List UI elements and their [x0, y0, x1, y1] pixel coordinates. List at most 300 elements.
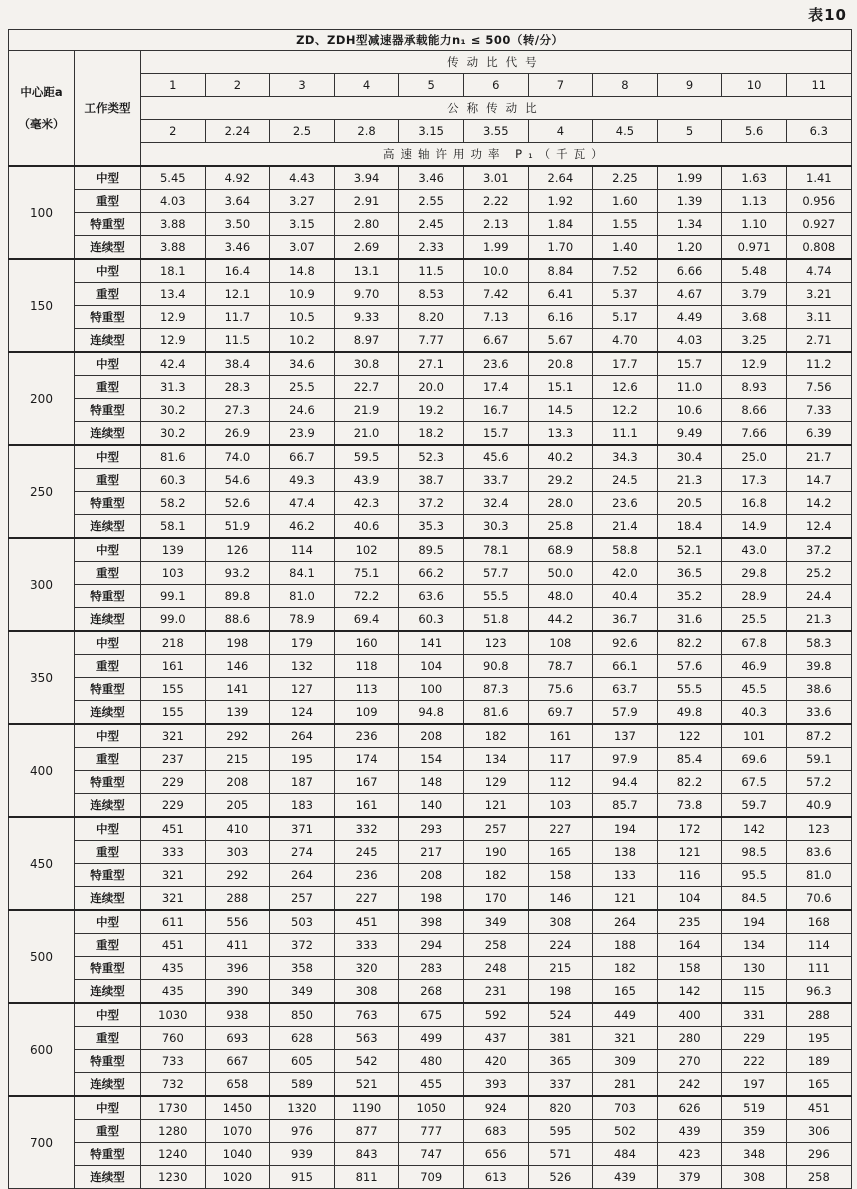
power-value-cell: 165 — [593, 980, 658, 1004]
power-value-cell: 95.5 — [722, 864, 787, 887]
power-value-cell: 21.9 — [334, 399, 399, 422]
power-value-cell: 139 — [141, 538, 206, 562]
power-value-cell: 12.9 — [141, 306, 206, 329]
power-value-cell: 48.0 — [528, 585, 593, 608]
power-value-cell: 502 — [593, 1120, 658, 1143]
power-value-cell: 390 — [205, 980, 270, 1004]
power-value-cell: 2.45 — [399, 213, 464, 236]
center-distance-cell: 700 — [9, 1096, 75, 1189]
power-value-cell: 134 — [722, 934, 787, 957]
power-value-cell: 288 — [786, 1003, 851, 1027]
power-value-cell: 123 — [463, 631, 528, 655]
power-value-cell: 83.6 — [786, 841, 851, 864]
power-value-cell: 134 — [463, 748, 528, 771]
table-row — [9, 236, 852, 260]
power-value-cell: 198 — [528, 980, 593, 1004]
power-value-cell: 16.4 — [205, 259, 270, 283]
center-distance-header — [9, 51, 75, 167]
power-value-cell: 709 — [399, 1166, 464, 1189]
power-value-cell: 2.13 — [463, 213, 528, 236]
power-value-cell: 393 — [463, 1073, 528, 1097]
work-type-cell: 重型 — [75, 1027, 141, 1050]
table-row — [9, 515, 852, 539]
power-value-cell: 451 — [786, 1096, 851, 1120]
table-row — [9, 1096, 852, 1120]
power-value-cell: 114 — [270, 538, 335, 562]
work-type-cell: 连续型 — [75, 608, 141, 632]
power-value-cell: 0.956 — [786, 190, 851, 213]
power-value-cell: 129 — [463, 771, 528, 794]
power-value-cell: 16.8 — [722, 492, 787, 515]
power-value-cell: 3.01 — [463, 166, 528, 190]
power-value-cell: 1280 — [141, 1120, 206, 1143]
table-row — [9, 399, 852, 422]
power-value-cell: 25.5 — [270, 376, 335, 399]
power-value-cell: 60.3 — [399, 608, 464, 632]
power-value-cell: 732 — [141, 1073, 206, 1097]
power-value-cell: 222 — [722, 1050, 787, 1073]
work-type-cell: 连续型 — [75, 1073, 141, 1097]
table-row — [9, 585, 852, 608]
power-value-cell: 3.25 — [722, 329, 787, 353]
power-value-cell: 2.22 — [463, 190, 528, 213]
power-value-cell: 20.8 — [528, 352, 593, 376]
power-value-cell: 877 — [334, 1120, 399, 1143]
power-value-cell: 1.40 — [593, 236, 658, 260]
power-value-cell: 3.11 — [786, 306, 851, 329]
power-value-cell: 7.13 — [463, 306, 528, 329]
work-type-cell: 重型 — [75, 190, 141, 213]
power-value-cell: 3.21 — [786, 283, 851, 306]
power-value-cell: 31.6 — [657, 608, 722, 632]
power-value-cell: 0.927 — [786, 213, 851, 236]
power-value-cell: 25.2 — [786, 562, 851, 585]
power-value-cell: 81.6 — [141, 445, 206, 469]
work-type-cell: 连续型 — [75, 236, 141, 260]
power-value-cell: 130 — [722, 957, 787, 980]
power-value-cell: 113 — [334, 678, 399, 701]
work-type-cell: 重型 — [75, 562, 141, 585]
power-value-cell: 24.5 — [593, 469, 658, 492]
power-value-cell: 28.0 — [528, 492, 593, 515]
work-type-cell: 连续型 — [75, 422, 141, 446]
power-value-cell: 208 — [205, 771, 270, 794]
nominal-ratio-10: 5.6 — [722, 120, 787, 143]
table-row — [9, 492, 852, 515]
power-value-cell: 9.70 — [334, 283, 399, 306]
power-value-cell: 400 — [657, 1003, 722, 1027]
power-value-cell: 72.2 — [334, 585, 399, 608]
work-type-cell: 连续型 — [75, 794, 141, 818]
work-type-cell: 重型 — [75, 841, 141, 864]
power-value-cell: 6.39 — [786, 422, 851, 446]
power-value-cell: 117 — [528, 748, 593, 771]
power-value-cell: 208 — [399, 864, 464, 887]
power-value-cell: 99.0 — [141, 608, 206, 632]
power-value-cell: 161 — [528, 724, 593, 748]
power-value-cell: 174 — [334, 748, 399, 771]
ratio-code-6: 6 — [463, 74, 528, 97]
power-value-cell: 10.5 — [270, 306, 335, 329]
power-value-cell: 7.66 — [722, 422, 787, 446]
power-value-cell: 3.46 — [399, 166, 464, 190]
power-value-cell: 164 — [657, 934, 722, 957]
power-value-cell: 139 — [205, 701, 270, 725]
work-type-cell: 连续型 — [75, 701, 141, 725]
power-value-cell: 127 — [270, 678, 335, 701]
power-value-cell: 1.55 — [593, 213, 658, 236]
power-value-cell: 3.88 — [141, 213, 206, 236]
power-value-cell: 59.1 — [786, 748, 851, 771]
power-value-cell: 1.41 — [786, 166, 851, 190]
power-value-cell: 288 — [205, 887, 270, 911]
power-value-cell: 31.3 — [141, 376, 206, 399]
ratio-code-5: 5 — [399, 74, 464, 97]
power-value-cell: 396 — [205, 957, 270, 980]
power-value-cell: 78.9 — [270, 608, 335, 632]
power-value-cell: 308 — [528, 910, 593, 934]
power-value-cell: 292 — [205, 724, 270, 748]
power-value-cell: 2.64 — [528, 166, 593, 190]
power-value-cell: 26.9 — [205, 422, 270, 446]
power-value-cell: 21.4 — [593, 515, 658, 539]
power-value-cell: 121 — [463, 794, 528, 818]
power-value-cell: 5.45 — [141, 166, 206, 190]
power-value-cell: 451 — [141, 817, 206, 841]
nominal-ratio-6: 3.55 — [463, 120, 528, 143]
power-value-cell: 104 — [657, 887, 722, 911]
center-distance-cell: 200 — [9, 352, 75, 445]
work-type-cell: 重型 — [75, 748, 141, 771]
power-value-cell: 99.1 — [141, 585, 206, 608]
power-value-cell: 112 — [528, 771, 593, 794]
power-value-cell: 2.33 — [399, 236, 464, 260]
power-value-cell: 195 — [786, 1027, 851, 1050]
power-value-cell: 229 — [141, 794, 206, 818]
power-value-cell: 320 — [334, 957, 399, 980]
power-value-cell: 1020 — [205, 1166, 270, 1189]
work-type-cell: 重型 — [75, 655, 141, 678]
power-value-cell: 14.8 — [270, 259, 335, 283]
power-value-cell: 268 — [399, 980, 464, 1004]
power-value-cell: 8.66 — [722, 399, 787, 422]
table-row — [9, 259, 852, 283]
power-value-cell: 142 — [657, 980, 722, 1004]
power-value-cell: 28.3 — [205, 376, 270, 399]
power-value-cell: 423 — [657, 1143, 722, 1166]
power-value-cell: 270 — [657, 1050, 722, 1073]
table-number-label: 表10 — [808, 6, 847, 24]
table-row — [9, 329, 852, 353]
work-type-cell: 中型 — [75, 910, 141, 934]
power-value-cell: 82.2 — [657, 631, 722, 655]
power-value-cell: 321 — [141, 887, 206, 911]
power-value-cell: 675 — [399, 1003, 464, 1027]
power-value-cell: 75.1 — [334, 562, 399, 585]
ratio-code-10: 10 — [722, 74, 787, 97]
power-value-cell: 15.1 — [528, 376, 593, 399]
power-value-cell: 264 — [270, 724, 335, 748]
power-value-cell: 39.8 — [786, 655, 851, 678]
nominal-ratio-8: 4.5 — [593, 120, 658, 143]
power-value-cell: 1.13 — [722, 190, 787, 213]
power-value-cell: 348 — [722, 1143, 787, 1166]
table-row — [9, 306, 852, 329]
power-value-cell: 12.9 — [141, 329, 206, 353]
work-type-cell: 特重型 — [75, 492, 141, 515]
power-value-cell: 13.4 — [141, 283, 206, 306]
table-row — [9, 631, 852, 655]
power-value-cell: 161 — [141, 655, 206, 678]
power-value-cell: 58.1 — [141, 515, 206, 539]
power-value-cell: 3.50 — [205, 213, 270, 236]
nominal-ratio-5: 3.15 — [399, 120, 464, 143]
table-row — [9, 841, 852, 864]
power-value-cell: 66.7 — [270, 445, 335, 469]
power-value-cell: 124 — [270, 701, 335, 725]
work-type-cell: 连续型 — [75, 1166, 141, 1189]
power-value-cell: 480 — [399, 1050, 464, 1073]
power-value-cell: 50.0 — [528, 562, 593, 585]
power-value-cell: 88.6 — [205, 608, 270, 632]
power-value-cell: 58.3 — [786, 631, 851, 655]
power-value-cell: 321 — [141, 724, 206, 748]
power-value-cell: 308 — [334, 980, 399, 1004]
power-value-cell: 38.7 — [399, 469, 464, 492]
work-type-cell: 特重型 — [75, 771, 141, 794]
power-value-cell: 89.5 — [399, 538, 464, 562]
power-value-cell: 25.8 — [528, 515, 593, 539]
power-value-cell: 205 — [205, 794, 270, 818]
nominal-ratio-3: 2.5 — [270, 120, 335, 143]
center-distance-label: 中心距a — [20, 85, 63, 99]
power-value-cell: 2.80 — [334, 213, 399, 236]
power-value-cell: 114 — [786, 934, 851, 957]
table-row — [9, 1073, 852, 1097]
power-value-cell: 3.07 — [270, 236, 335, 260]
center-distance-cell: 500 — [9, 910, 75, 1003]
power-value-cell: 763 — [334, 1003, 399, 1027]
power-value-cell: 182 — [463, 864, 528, 887]
power-value-cell: 38.4 — [205, 352, 270, 376]
power-value-cell: 939 — [270, 1143, 335, 1166]
power-value-cell: 3.68 — [722, 306, 787, 329]
ratio-code-8: 8 — [593, 74, 658, 97]
power-value-cell: 1.92 — [528, 190, 593, 213]
table-row — [9, 1003, 852, 1027]
power-value-cell: 309 — [593, 1050, 658, 1073]
power-value-cell: 142 — [722, 817, 787, 841]
power-value-cell: 137 — [593, 724, 658, 748]
power-value-cell: 14.5 — [528, 399, 593, 422]
power-value-cell: 111 — [786, 957, 851, 980]
power-value-cell: 126 — [205, 538, 270, 562]
power-value-cell: 11.5 — [205, 329, 270, 353]
power-value-cell: 236 — [334, 724, 399, 748]
power-value-cell: 161 — [334, 794, 399, 818]
center-distance-cell: 450 — [9, 817, 75, 910]
power-value-cell: 229 — [722, 1027, 787, 1050]
power-value-cell: 372 — [270, 934, 335, 957]
table-row — [9, 1166, 852, 1189]
power-value-cell: 245 — [334, 841, 399, 864]
power-value-cell: 190 — [463, 841, 528, 864]
table-row — [9, 1120, 852, 1143]
work-type-cell: 特重型 — [75, 585, 141, 608]
work-type-cell: 连续型 — [75, 329, 141, 353]
power-value-cell: 82.2 — [657, 771, 722, 794]
power-value-cell: 258 — [463, 934, 528, 957]
power-value-cell: 5.17 — [593, 306, 658, 329]
power-value-cell: 8.53 — [399, 283, 464, 306]
nominal-ratio-9: 5 — [657, 120, 722, 143]
power-value-cell: 89.8 — [205, 585, 270, 608]
power-value-cell: 154 — [399, 748, 464, 771]
ratio-code-9: 9 — [657, 74, 722, 97]
power-value-cell: 33.6 — [786, 701, 851, 725]
power-value-cell: 69.6 — [722, 748, 787, 771]
power-value-cell: 811 — [334, 1166, 399, 1189]
ratio-code-11: 11 — [786, 74, 851, 97]
power-value-cell: 165 — [528, 841, 593, 864]
work-type-cell: 中型 — [75, 1096, 141, 1120]
power-value-cell: 116 — [657, 864, 722, 887]
power-value-cell: 264 — [270, 864, 335, 887]
work-type-cell: 中型 — [75, 538, 141, 562]
power-value-cell: 155 — [141, 701, 206, 725]
power-value-cell: 183 — [270, 794, 335, 818]
table-row — [9, 957, 852, 980]
work-type-cell: 特重型 — [75, 399, 141, 422]
power-value-cell: 611 — [141, 910, 206, 934]
power-value-cell: 283 — [399, 957, 464, 980]
power-value-cell: 10.0 — [463, 259, 528, 283]
table-row — [9, 445, 852, 469]
work-type-cell: 中型 — [75, 352, 141, 376]
power-value-cell: 337 — [528, 1073, 593, 1097]
power-value-cell: 10.2 — [270, 329, 335, 353]
power-value-cell: 8.84 — [528, 259, 593, 283]
power-value-cell: 10.9 — [270, 283, 335, 306]
power-value-cell: 571 — [528, 1143, 593, 1166]
power-value-cell: 1190 — [334, 1096, 399, 1120]
power-value-cell: 70.6 — [786, 887, 851, 911]
power-value-cell: 843 — [334, 1143, 399, 1166]
table-row — [9, 771, 852, 794]
table-row — [9, 724, 852, 748]
work-type-cell: 重型 — [75, 376, 141, 399]
power-value-cell: 4.70 — [593, 329, 658, 353]
work-type-cell: 连续型 — [75, 887, 141, 911]
power-value-cell: 188 — [593, 934, 658, 957]
power-value-cell: 449 — [593, 1003, 658, 1027]
power-value-cell: 20.5 — [657, 492, 722, 515]
power-value-cell: 1.34 — [657, 213, 722, 236]
power-value-cell: 281 — [593, 1073, 658, 1097]
power-value-cell: 49.3 — [270, 469, 335, 492]
power-value-cell: 49.8 — [657, 701, 722, 725]
power-value-cell: 57.7 — [463, 562, 528, 585]
table-row — [9, 352, 852, 376]
power-value-cell: 333 — [141, 841, 206, 864]
power-value-cell: 179 — [270, 631, 335, 655]
power-value-cell: 1.84 — [528, 213, 593, 236]
power-value-cell: 257 — [270, 887, 335, 911]
power-value-cell: 9.49 — [657, 422, 722, 446]
power-value-cell: 4.74 — [786, 259, 851, 283]
power-value-cell: 542 — [334, 1050, 399, 1073]
power-value-cell: 45.5 — [722, 678, 787, 701]
center-distance-cell: 600 — [9, 1003, 75, 1096]
power-value-cell: 526 — [528, 1166, 593, 1189]
power-value-cell: 101 — [722, 724, 787, 748]
power-value-cell: 17.4 — [463, 376, 528, 399]
power-value-cell: 27.1 — [399, 352, 464, 376]
power-value-cell: 410 — [205, 817, 270, 841]
power-value-cell: 92.6 — [593, 631, 658, 655]
power-value-cell: 132 — [270, 655, 335, 678]
power-value-cell: 296 — [786, 1143, 851, 1166]
power-value-cell: 12.2 — [593, 399, 658, 422]
power-value-cell: 0.971 — [722, 236, 787, 260]
table-row — [9, 934, 852, 957]
power-value-cell: 358 — [270, 957, 335, 980]
power-value-cell: 2.55 — [399, 190, 464, 213]
power-value-cell: 85.7 — [593, 794, 658, 818]
power-value-cell: 595 — [528, 1120, 593, 1143]
power-value-cell: 217 — [399, 841, 464, 864]
power-value-cell: 167 — [334, 771, 399, 794]
power-value-cell: 51.8 — [463, 608, 528, 632]
power-value-cell: 60.3 — [141, 469, 206, 492]
power-value-cell: 3.79 — [722, 283, 787, 306]
power-value-cell: 7.77 — [399, 329, 464, 353]
power-value-cell: 30.2 — [141, 422, 206, 446]
power-value-cell: 242 — [657, 1073, 722, 1097]
power-value-cell: 0.808 — [786, 236, 851, 260]
power-value-cell: 74.0 — [205, 445, 270, 469]
power-value-cell: 10.6 — [657, 399, 722, 422]
power-value-cell: 349 — [270, 980, 335, 1004]
power-value-cell: 155 — [141, 678, 206, 701]
power-value-cell: 98.5 — [722, 841, 787, 864]
power-value-cell: 5.37 — [593, 283, 658, 306]
power-value-cell: 5.48 — [722, 259, 787, 283]
table-row — [9, 190, 852, 213]
table-row — [9, 910, 852, 934]
table-row — [9, 469, 852, 492]
power-value-cell: 439 — [657, 1120, 722, 1143]
power-value-cell: 194 — [722, 910, 787, 934]
work-type-cell: 重型 — [75, 934, 141, 957]
work-type-cell: 特重型 — [75, 957, 141, 980]
power-value-cell: 11.2 — [786, 352, 851, 376]
power-value-cell: 78.7 — [528, 655, 593, 678]
power-value-cell: 915 — [270, 1166, 335, 1189]
work-type-cell: 中型 — [75, 1003, 141, 1027]
power-value-cell: 42.4 — [141, 352, 206, 376]
power-value-cell: 359 — [722, 1120, 787, 1143]
power-value-cell: 81.0 — [270, 585, 335, 608]
power-value-cell: 292 — [205, 864, 270, 887]
power-value-cell: 170 — [463, 887, 528, 911]
power-value-cell: 57.6 — [657, 655, 722, 678]
power-value-cell: 1050 — [399, 1096, 464, 1120]
power-value-cell: 18.2 — [399, 422, 464, 446]
power-value-cell: 435 — [141, 957, 206, 980]
power-value-cell: 140 — [399, 794, 464, 818]
work-type-cell: 中型 — [75, 631, 141, 655]
